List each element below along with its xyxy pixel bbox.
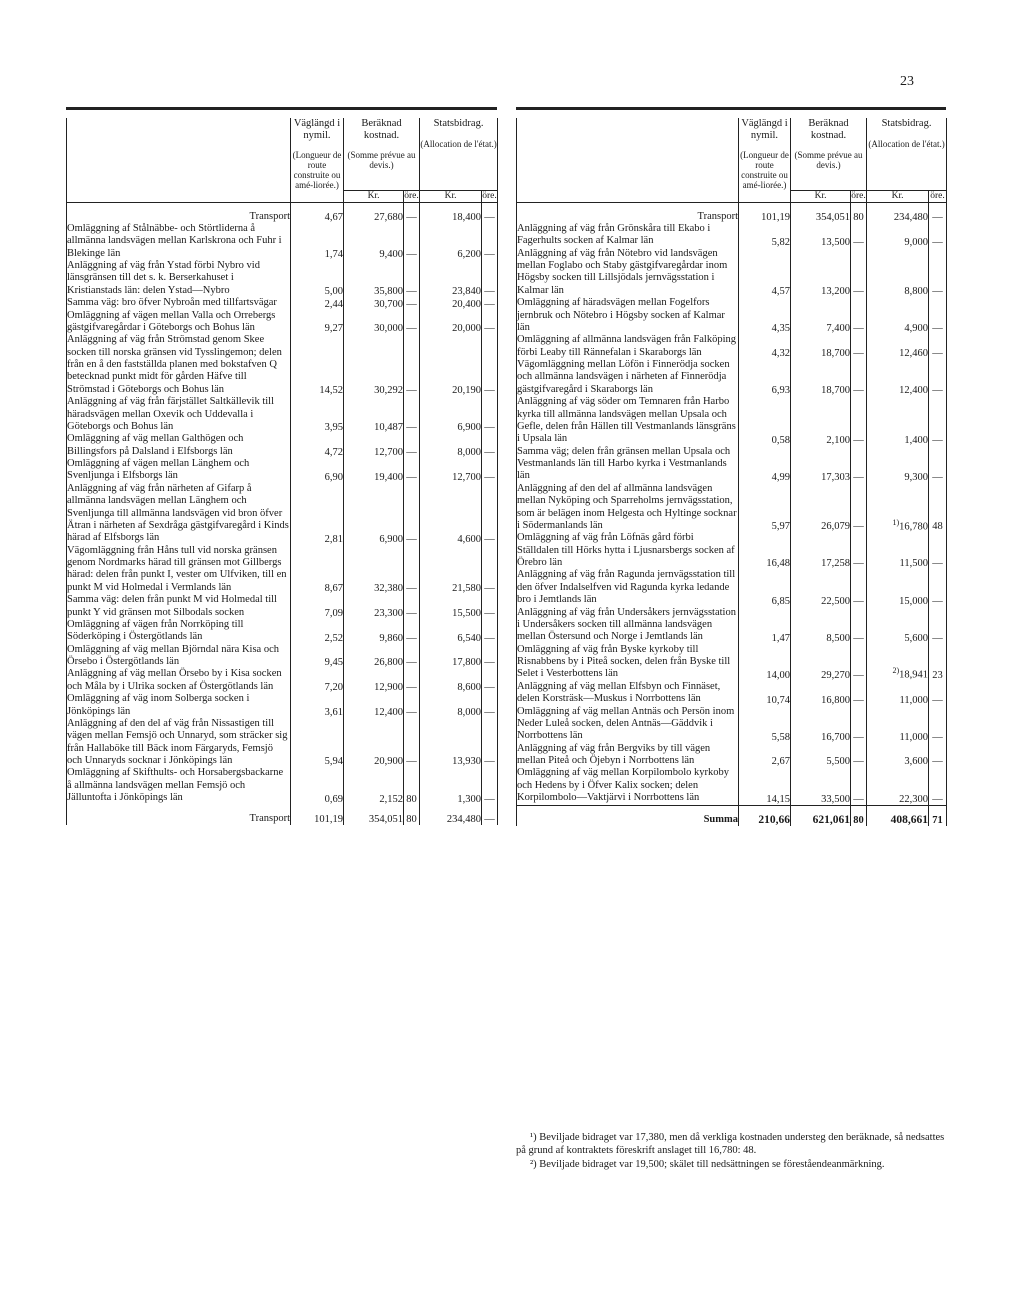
header-ore: öre. [851, 191, 866, 202]
table-row: Vägomläggning mellan Löfön i Finnerödja socken och allmänna landsvägen i närheten af Finnerödja gästgifvaregård i Skaraborgs län 6,93 18,700 — 12,400 — [517, 359, 947, 396]
table-row: Omläggning af väg mellan Björndal nära Kisa och Örsebo i Östergötlands län 9,45 26,800 — 17,800 — [67, 644, 498, 669]
header-ore: öre. [482, 191, 497, 202]
footnote-marker: 1) [892, 517, 900, 527]
table-row: Anläggning af väg från Strömstad genom Skee socken till norska gränsen vid Tysslingemon; delen från en å den fastställda planen med bokstafven Q betecknad punkt midt för gården Häfve till Strömstad i Göteborgs och Bohus län 14,52 30,292 — 20,190 — [67, 334, 498, 396]
table-row: Omläggning af Stålnäbbe- och Störtliderna å allmänna landsvägen mellan Karlskrona och Fuhr i Blekinge län 1,74 9,400 — 6,200 — [67, 223, 498, 260]
left-ledger [66, 118, 497, 825]
header-kr: Kr. [344, 191, 404, 202]
transport-row: Transport 101,19 354,051 80 234,480 — [517, 202, 947, 223]
table-row: Anläggning af väg från Ystad förbi Nybro vid länsgränsen till det s. k. Berserkahuset i Kristianstads län: delen Ystad—Nybro 5,00 35,800 — 23,840 — [67, 260, 498, 297]
table-row: Anläggning af väg från Nötebro vid landsvägen mellan Foglabo och Staby gästgifvaregårdar inom Högsby socken till Lillsjödals jernvägsstation i Kalmar län 4,57 13,200 — 8,800 — [517, 248, 947, 298]
table-row: Anläggning af väg från färjstället Saltkällevik till häradsvägen mellan Oxevik och Uddevalla i Göteborgs och Bohus län 3,95 10,487 — 6,900 — [67, 396, 498, 433]
left-ledger-table [66, 118, 498, 825]
table-row: Anläggning af väg mellan Elfsbyn och Finnäset, delen Korsträsk—Muskus i Norrbottens län 10,74 16,800 — 11,000 — [517, 681, 947, 706]
header-cost: Beräknad kostnad. (Somme prévue au devis.) [344, 118, 420, 191]
header-cost: Beräknad kostnad. (Somme prévue au devis.) [791, 118, 867, 191]
transport-row: Transport 4,67 27,680 — 18,400 — [67, 202, 498, 223]
table-row: Anläggning af väg från Undersåkers jernvägsstation i Undersåkers socken till allmänna landsvägen mellan Östersund och Norge i Jemtlands län 1,47 8,500 — 5,600 — [517, 607, 947, 644]
right-rows [517, 202, 947, 826]
table-row: Omläggning af allmänna landsvägen från Falköping förbi Leaby till Rännefalan i Skaraborgs län 4,32 18,700 — 12,460 — [517, 334, 947, 359]
table-row: Anläggning af väg från Bergviks by till vägen mellan Piteå och Öjebyn i Norrbottens län 2,67 5,500 — 3,600 — [517, 743, 947, 768]
table-row: Anläggning af väg mellan Örsebo by i Kisa socken och Måla by i Ulrika socken af Östergötlands län 7,20 12,900 — 8,600 — [67, 668, 498, 693]
header-description [67, 118, 291, 191]
table-row: Omläggning af vägen mellan Länghem och Svenljunga i Elfsborgs län 6,90 19,400 — 12,700 — [67, 458, 498, 483]
table-row: Omläggning af vägen mellan Valla och Orrebergs gästgifvaregårdar i Göteborgs och Bohus län 9,27 30,000 — 20,000 — [67, 310, 498, 335]
header-description [517, 118, 739, 191]
table-row: Omläggning af vägen från Norrköping till Söderköping i Östergötlands län 2,52 9,860 — 6,540 — [67, 619, 498, 644]
table-row: Omläggning af väg mellan Galthögen och Billingsfors på Dalsland i Elfsborgs län 4,72 12,700 — 8,000 — [67, 433, 498, 458]
table-row: Omläggning af väg från Löfnäs gård förbi Ställdalen till Hörks hytta i Ljusnarsbergs socken af Örebro län 16,48 17,258 — 11,500 — [517, 532, 947, 569]
right-ledger [516, 118, 946, 826]
header-length: Väglängd i nymil. (Longueur de route construite ou amé-liorée.) [291, 118, 344, 191]
top-rule-left [66, 107, 497, 110]
header-state: Statsbidrag. (Allocation de l'état.) [420, 118, 498, 191]
table-row: Anläggning af den del af allmänna landsvägen mellan Nyköping och Sparreholms jernvägsstation, som är belägen inom Helgesta och Hyltinge socknar i Södermanlands län 5,97 26,079 — $^{1)}$16,780 48 [517, 483, 947, 533]
table-row: Anläggning af väg från Ragunda jernvägsstation till den öfver Indalselfven vid Ragunda kyrka ledande bro i Jemtlands län 6,85 22,500 — 15,000 — [517, 569, 947, 606]
header-kr: Kr. [867, 191, 929, 202]
footnotes [516, 1132, 946, 1174]
table-row: Omläggning af häradsvägen mellan Fogelfors jernbruk och Nötebro i Högsby socken af Kalmar län 4,35 7,400 — 4,900 — [517, 297, 947, 334]
table-row: Samma väg: bro öfver Nybroån med tillfartsvägar 2,44 30,700 — 20,400 — [67, 297, 498, 309]
header-length: Väglängd i nymil. (Longueur de route construite ou amé-liorée.) [740, 118, 789, 190]
left-rows [67, 202, 498, 825]
header-ore: öre. [930, 191, 945, 202]
page-number: 23 [900, 74, 914, 89]
header-state: Statsbidrag. (Allocation de l'état.) [867, 118, 947, 191]
footnote-marker: 2) [892, 666, 900, 676]
summa-row: Summa 210,66 621,061 80 408,661 71 [517, 805, 947, 826]
table-row: Omläggning af väg mellan Antnäs och Persön inom Neder Luleå socken, delen Antnäs—Gäddvik i Norrbottens län 5,58 16,700 — 11,000 — [517, 706, 947, 743]
top-rule-right [516, 107, 946, 110]
table-row: Omläggning af väg mellan Korpilombolo kyrkoby och Hedens by i Öfver Kalix socken; delen Korpilombolo—Vaktjärvi i Norrbottens län 14,15 33,500 — 22,300 — [517, 767, 947, 805]
table-row: Vägomläggning från Håns tull vid norska gränsen genom Nordmarks härad till gränsen mot Gillbergs härad: delen från punkt I, vester om Ulfviken, till en punkt M vid Holmedal i Vermlands län 8,67 32,380 — 21,580 — [67, 545, 498, 595]
header-ore: öre. [404, 191, 419, 202]
table-row: Anläggning af väg från Grönskåra till Ekabo i Fagerhults socken af Kalmar län 5,82 13,500 — 9,000 — [517, 223, 947, 248]
transport-row: Transport 101,19 354,051 80 234,480 — [67, 805, 498, 825]
table-row: Anläggning af den del af väg från Nissastigen till vägen mellan Femsjö och Unnaryd, som sträcker sig från Hallaböke till Bäck inom Färgaryds, Femsjö och Unnaryds socknar i Jönköpings län 5,94 20,900 — 13,930 — [67, 718, 498, 768]
header-kr: Kr. [420, 191, 482, 202]
table-row: Anläggning af väg från närheten af Gifarp å allmänna landsvägen mellan Länghem och Svenljunga till allmänna landsvägen vid bron öfver Ätran i närheten af Sexdråga gästgifvaregård i Kinds härad af Elfsborgs län 2,81 6,900 — 4,600 — [67, 483, 498, 545]
table-row: Omläggning af väg inom Solberga socken i Jönköpings län 3,61 12,400 — 8,000 — [67, 693, 498, 718]
footnote-1: ¹) Beviljade bidraget var 17,380, men då verkliga kostnaden understeg den beräknade, så nedsattes på grund af kontraktets föreskrift anslaget till 16,780: 48. [516, 1132, 945, 1156]
table-row: Samma väg; delen från gränsen mellan Upsala och Vestmanlands län till Harbo kyrka i Vestmanlands län 4,99 17,303 — 9,300 — [517, 446, 947, 483]
footnote-2: ²) Beviljade bidraget var 19,500; skälet till nedsättningen se föreståendeanmärkning. [530, 1159, 885, 1171]
table-row: Anläggning af väg söder om Temnaren från Harbo kyrka till allmänna landsvägen mellan Upsala och Gefle, delen från Hällen till Vestmanlands länsgräns i Upsala län 0,58 2,100 — 1,400 — [517, 396, 947, 446]
header-kr: Kr. [791, 191, 851, 202]
table-row: Omläggning af Skifthults- och Horsabergsbackarne å allmänna landsvägen mellan Femsjö och Jälluntofta i Jönköpings län 0,69 2,152 80 1,300 — [67, 767, 498, 804]
right-ledger-table [516, 118, 947, 826]
table-row: Omläggning af väg från Byske kyrkoby till Risnabbens by i Piteå socken, delen från Byske till Selet i Vesterbottens län 14,00 29,270 — $^{2)}$18,941 23 [517, 644, 947, 681]
table-row: Samma väg: delen från punkt M vid Holmedal till punkt Y vid gränsen mot Silbodals socken 7,09 23,300 — 15,500 — [67, 594, 498, 619]
